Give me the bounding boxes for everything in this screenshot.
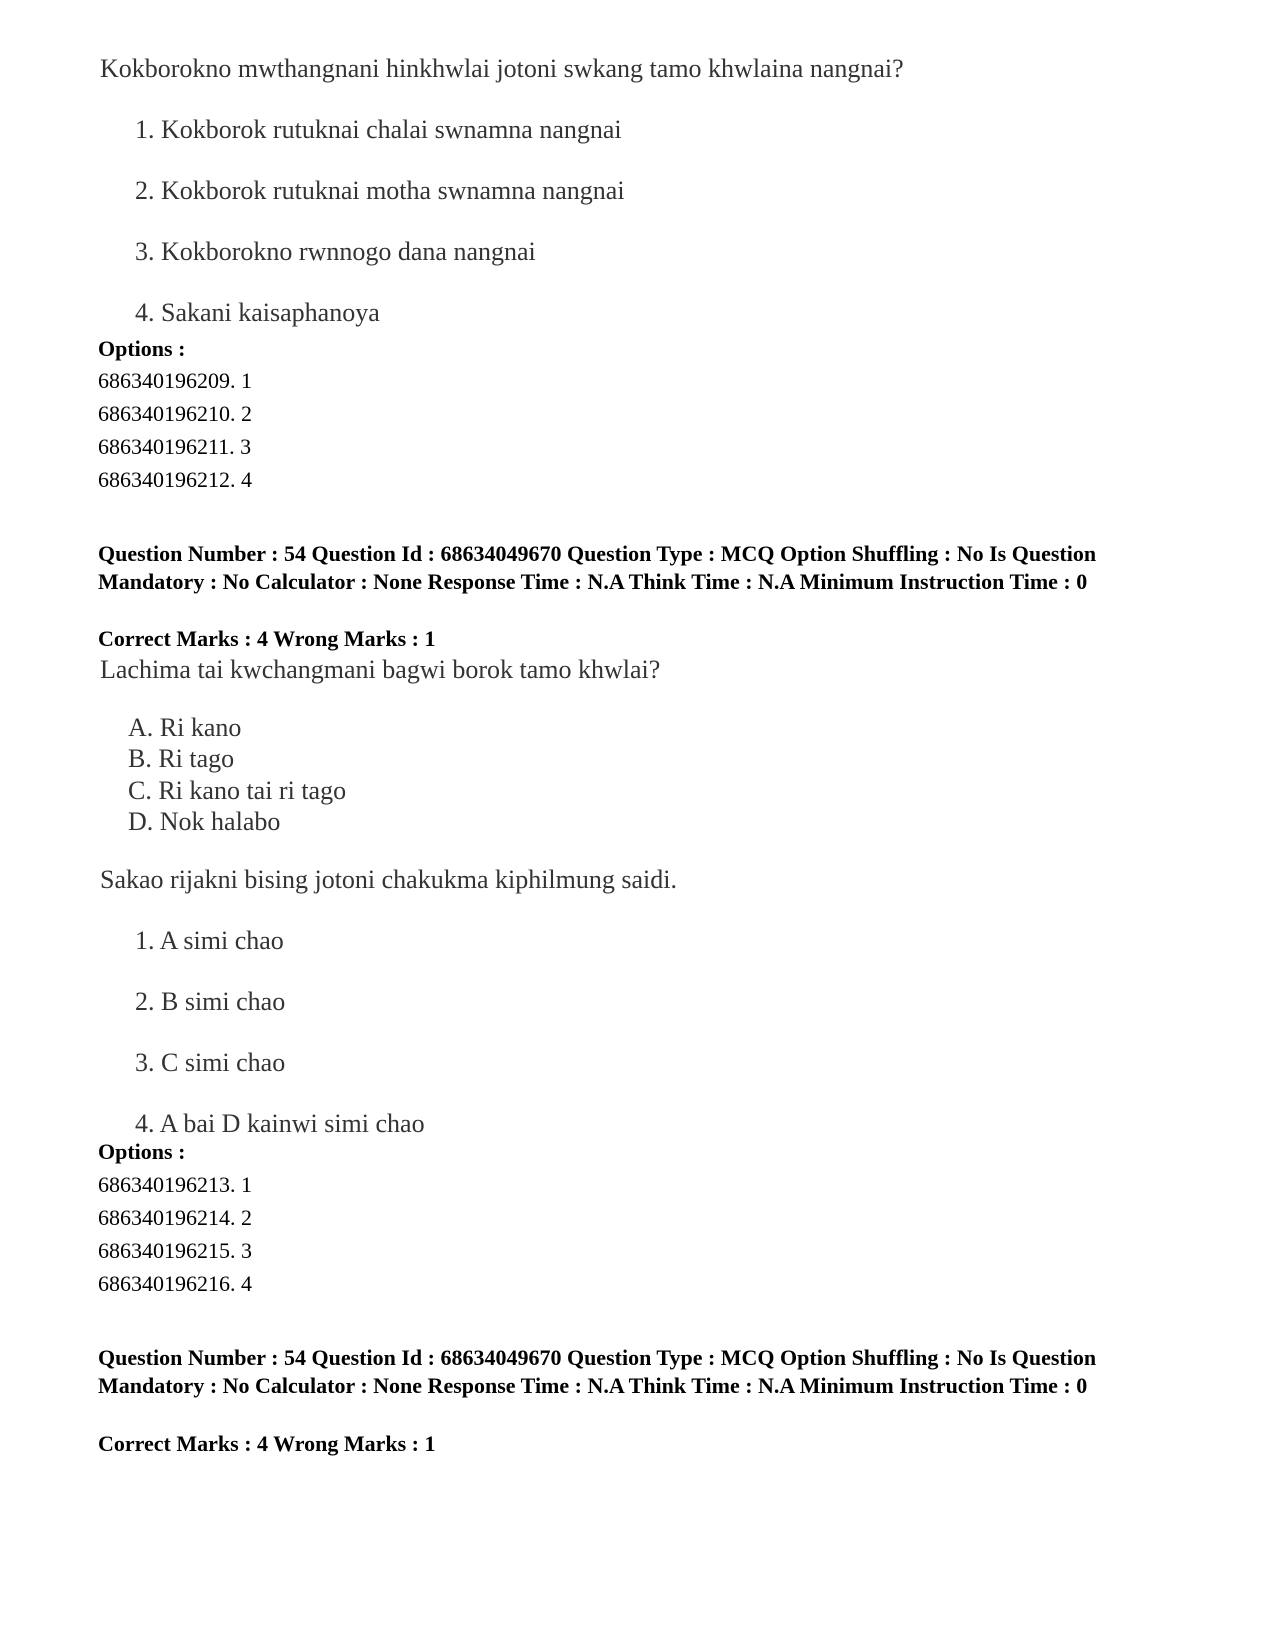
option-id: 686340196212. 4 [98, 467, 252, 492]
choice-item: 2. B simi chao [135, 987, 286, 1016]
option-id: 686340196210. 2 [98, 401, 252, 426]
statement-item: B. Ri tago [128, 744, 235, 773]
option-id: 686340196213. 1 [98, 1172, 252, 1197]
choice-item: 1. Kokborok rutuknai chalai swnamna nangnai [135, 115, 622, 144]
choice-item: 3. C simi chao [135, 1048, 286, 1077]
instruction-text: Sakao rijakni bising jotoni chakukma kiphilmung saidi. [100, 865, 677, 894]
option-id: 686340196215. 3 [98, 1238, 252, 1263]
option-id: 686340196211. 3 [98, 434, 252, 459]
statement-item: C. Ri kano tai ri tago [128, 776, 347, 805]
marks-line: Correct Marks : 4 Wrong Marks : 1 [98, 1431, 436, 1456]
choice-item: 2. Kokborok rutuknai motha swnamna nangnai [135, 176, 625, 205]
question-text: Lachima tai kwchangmani bagwi borok tamo khwlai? [100, 655, 661, 684]
statement-item: A. Ri kano [128, 713, 242, 742]
choice-item: 4. Sakani kaisaphanoya [135, 298, 380, 327]
choice-item: 1. A simi chao [135, 926, 284, 955]
choice-item: 4. A bai D kainwi simi chao [135, 1109, 425, 1138]
options-label: Options : [98, 336, 186, 361]
option-id: 686340196214. 2 [98, 1205, 252, 1230]
options-label: Options : [98, 1139, 186, 1164]
option-id: 686340196209. 1 [98, 368, 252, 393]
question-meta: Question Number : 54 Question Id : 68634049670 Question Type : MCQ Option Shuffling : No Is Question Mandatory : No Calculator : None Response Time : N.A Think Time : N.A Minimum Instruction Time : 0 [98, 1345, 1097, 1398]
option-id: 686340196216. 4 [98, 1271, 252, 1296]
question-meta: Question Number : 54 Question Id : 68634049670 Question Type : MCQ Option Shuffling : No Is Question Mandatory : No Calculator : None Response Time : N.A Think Time : N.A Minimum Instruction Time : 0 [98, 541, 1097, 594]
question-text: Kokborokno mwthangnani hinkhwlai jotoni swkang tamo khwlaina nangnai? [100, 54, 904, 83]
choice-item: 3. Kokborokno rwnnogo dana nangnai [135, 237, 536, 266]
marks-line: Correct Marks : 4 Wrong Marks : 1 [98, 626, 436, 651]
statement-item: D. Nok halabo [128, 807, 281, 836]
